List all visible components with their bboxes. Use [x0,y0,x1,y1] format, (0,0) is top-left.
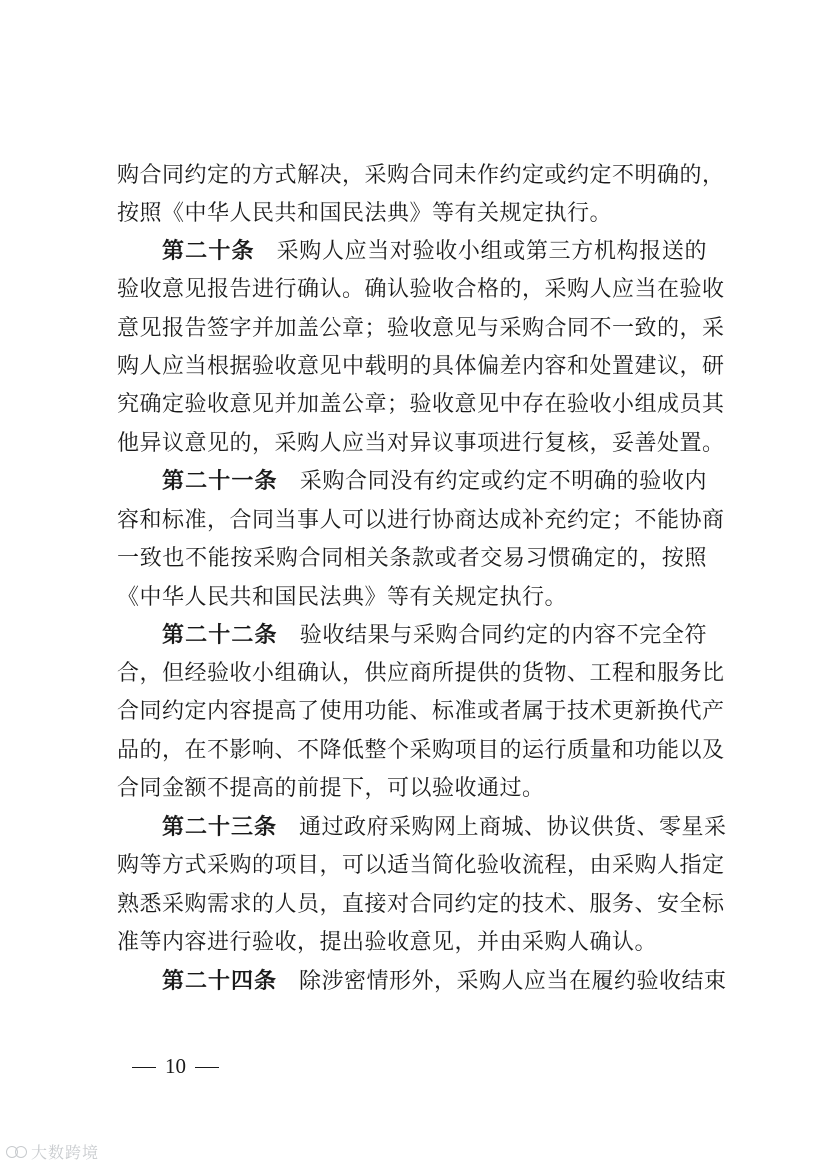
line-text: 验收结果与采购合同约定的内容不完全符 [299,623,707,648]
text-line [117,890,725,920]
article-title: 第二十二条 [162,623,278,648]
line-text: 合，但经验收小组确认，供应商所提供的货物、工程和服务比 [117,661,725,686]
page-number [132,1052,219,1080]
article-22-first-line [162,621,707,651]
text-line [117,429,725,459]
text-line [117,928,707,958]
line-text: 意见报告签字并加盖公章；验收意见与采购合同不一致的，采 [117,316,725,341]
text-line [117,544,707,574]
article-title: 第二十四条 [162,969,278,994]
line-text: 他异议意见的，采购人应当对异议事项进行复核，妥善处置。 [117,431,725,456]
dash-left [132,1067,156,1069]
line-text: 品的，在不影响、不降低整个采购项目的运行质量和功能以及 [117,738,725,763]
line-text: 除涉密情形外，采购人应当在履约验收结束 [299,969,727,994]
watermark-text: 大数跨境 [31,1143,100,1162]
text-line [117,275,725,305]
article-title: 第二十三条 [162,815,278,840]
watermark-logo-icon [6,1144,28,1160]
text-line [117,774,707,804]
page-number-value: 10 [165,1054,186,1078]
line-text: 合同金额不提高的前提下，可以验收通过。 [117,776,545,801]
line-text: 按照《中华人民共和国民法典》等有关规定执行。 [117,201,613,226]
text-line [117,736,725,766]
line-text: 合同约定内容提高了使用功能、标准或者属于技术更新换代产 [117,699,725,724]
dash-right [195,1067,219,1069]
line-text: 购人应当根据验收意见中载明的具体偏差内容和处置建议，研 [117,354,725,379]
text-line [117,390,725,420]
text-line [117,583,707,613]
article-21-first-line [162,467,707,497]
line-text: 购等方式采购的项目，可以适当简化验收流程，由采购人指定 [117,853,725,878]
line-text: 熟悉采购需求的人员，直接对合同约定的技术、服务、安全标 [117,892,725,917]
article-24-first-line [162,967,727,997]
line-text: 准等内容进行验收，提出验收意见，并由采购人确认。 [117,930,658,955]
line-text: 究确定验收意见并加盖公章；验收意见中存在验收小组成员其 [117,392,725,417]
watermark [6,1140,99,1163]
text-line [117,161,725,191]
text-line [117,851,725,881]
article-20-first-line [162,237,707,267]
article-title: 第二十条 [162,239,255,264]
line-text: 购合同约定的方式解决，采购合同未作约定或约定不明确的， [117,163,725,188]
text-line [117,659,725,689]
text-line [117,697,725,727]
article-title: 第二十一条 [162,469,278,494]
line-text: 采购合同没有约定或约定不明确的验收内 [299,469,707,494]
text-line [117,506,725,536]
text-line [117,314,725,344]
article-23-first-line [162,813,727,843]
line-text: 验收意见报告进行确认。确认验收合格的，采购人应当在验收 [117,277,725,302]
text-line [117,352,725,382]
line-text: 《中华人民共和国民法典》等有关规定执行。 [117,585,568,610]
line-text: 容和标准，合同当事人可以进行协商达成补充约定；不能协商 [117,508,725,533]
line-text: 通过政府采购网上商城、协议供货、零星采 [299,815,727,840]
line-text: 采购人应当对验收小组或第三方机构报送的 [276,239,707,264]
line-text: 一致也不能按采购合同相关条款或者交易习惯确定的，按照 [117,546,707,571]
text-line [117,199,707,229]
